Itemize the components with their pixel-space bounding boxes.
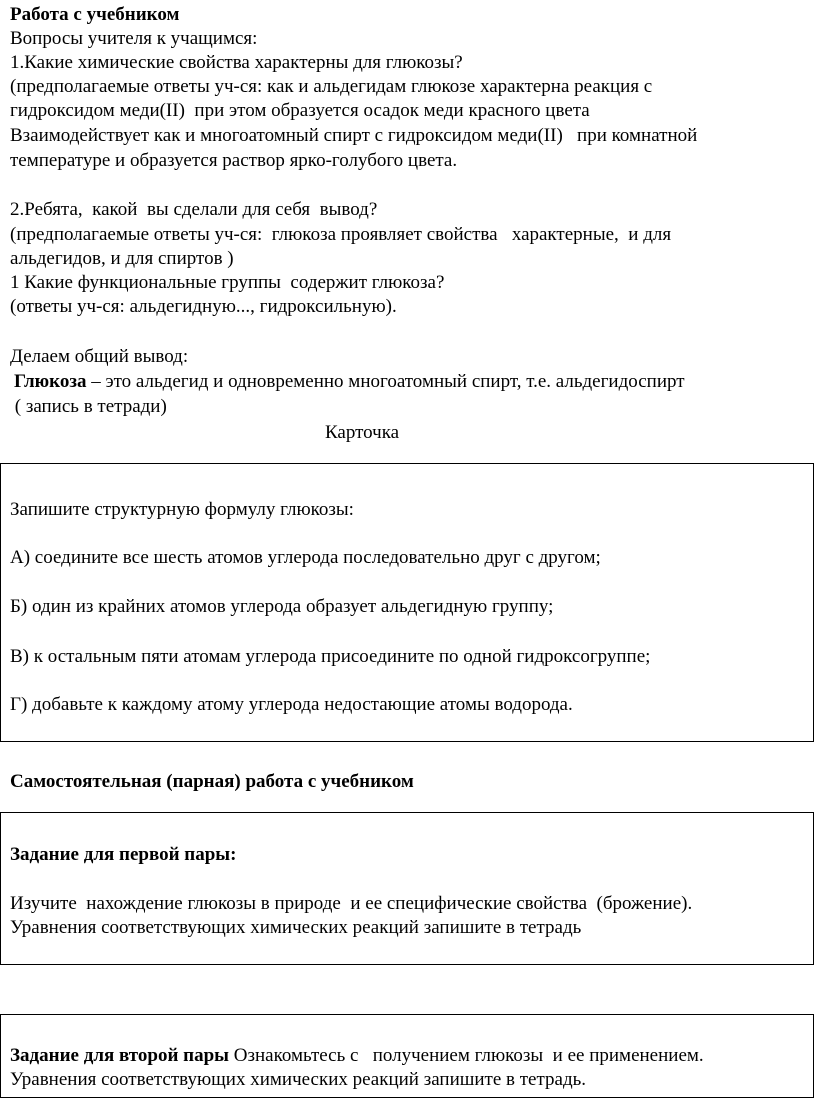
answer-2-line: (предполагаемые ответы уч-ся: глюкоза проявляет свойства характерные, и для	[10, 224, 672, 245]
card-instruction: Запишите структурную формулу глюкозы:	[10, 499, 354, 520]
self-work-heading: Самостоятельная (парная) работа с учебником	[10, 771, 414, 792]
conclusion-note: ( запись в тетради)	[10, 396, 167, 417]
task-2-box	[0, 1014, 814, 1098]
task-1-box	[0, 812, 814, 965]
conclusion-label: Делаем общий вывод:	[10, 346, 189, 367]
answer-1-line: Взаимодействует как и многоатомный спирт с гидроксидом меди(II) при комнатной	[10, 125, 698, 146]
conclusion-term: Глюкоза	[14, 371, 87, 392]
card-step: Г) добавьте к каждому атому углерода недостающие атомы водорода.	[10, 694, 573, 715]
task-2-line	[10, 1044, 704, 1069]
answer-1-line: температуре и образуется раствор ярко-голубого цвета.	[10, 150, 458, 171]
answer-1-line: (предполагаемые ответы уч-ся: как и альдегидам глюкозе характерна реакция с	[10, 76, 653, 97]
task-2-text: Ознакомьтесь с получением глюкозы и ее применением.	[229, 1045, 704, 1066]
card-title: Карточка	[325, 422, 400, 443]
task-1-line: Уравнения соответствующих химических реакций запишите в тетрадь	[10, 917, 582, 938]
card-step: Б) один из крайних атомов углерода образует альдегидную группу;	[10, 596, 554, 617]
card-box	[0, 463, 814, 742]
answer-2-line: альдегидов, и для спиртов )	[10, 248, 234, 269]
section-title: Работа с учебником	[10, 4, 180, 25]
question-3: 1 Какие функциональные группы содержит глюкоза?	[10, 272, 445, 293]
question-1: 1.Какие химические свойства характерны для глюкозы?	[10, 52, 463, 73]
task-2-line: Уравнения соответствующих химических реакций запишите в тетрадь.	[10, 1069, 587, 1090]
teacher-questions-label: Вопросы учителя к учащимся:	[10, 28, 258, 49]
card-step: В) к остальным пяти атомам углерода присоедините по одной гидроксогруппе;	[10, 646, 651, 667]
card-step: А) соедините все шесть атомов углерода последовательно друг с другом;	[10, 547, 601, 568]
answer-1-line: гидроксидом меди(II) при этом образуется осадок меди красного цвета	[10, 100, 590, 121]
conclusion-statement	[14, 370, 685, 395]
answer-3: (ответы уч-ся: альдегидную..., гидроксильную).	[10, 296, 397, 317]
question-2: 2.Ребята, какой вы сделали для себя вывод?	[10, 199, 378, 220]
task-1-line: Изучите нахождение глюкозы в природе и ее специфические свойства (брожение).	[10, 893, 693, 914]
conclusion-definition: – это альдегид и одновременно многоатомный спирт, т.е. альдегидоспирт	[86, 371, 685, 392]
task-2-heading: Задание для второй пары	[10, 1045, 230, 1066]
task-1-heading: Задание для первой пары:	[10, 844, 237, 865]
